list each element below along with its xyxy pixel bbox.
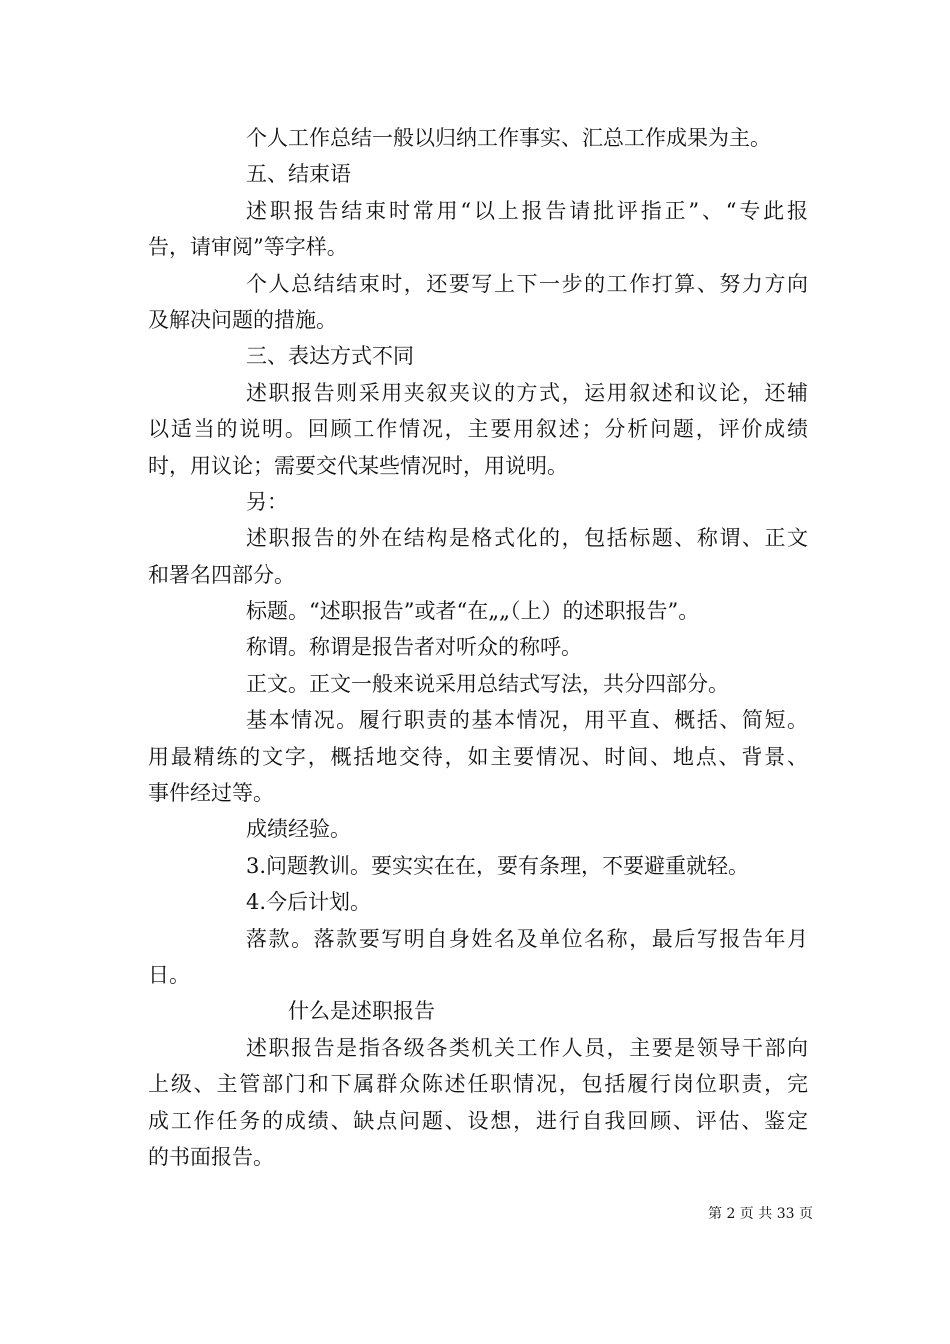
text-line: 五、结束语: [246, 162, 351, 187]
text-line: 述职报告结束时常用“以上报告请批评指正”、“专此报: [246, 198, 808, 223]
text-line: 正文。正文一般来说采用总结式写法，共分四部分。: [246, 671, 729, 696]
text-line: 述职报告的外在结构是格式化的，包括标题、称谓、正文: [246, 526, 808, 551]
text-line: 三、表达方式不同: [246, 344, 414, 369]
text-line: 4.今后计划。: [246, 890, 372, 915]
text-line: 另：: [246, 489, 288, 514]
text-line: 成绩经验。: [246, 817, 351, 842]
text-line: 成工作任务的成绩、缺点问题、设想，进行自我回顾、评估、鉴定: [148, 1108, 808, 1133]
text-line: 用最精练的文字，概括地交待，如主要情况、时间、地点、背景、: [148, 744, 808, 769]
text-line: 述职报告则采用夹叙夹议的方式，运用叙述和议论，还辅: [246, 380, 808, 405]
text-line: 及解决问题的措施。: [148, 307, 337, 332]
text-line: 的书面报告。: [148, 1144, 274, 1169]
text-line: 述职报告是指各级各类机关工作人员，主要是领导干部向: [246, 1035, 808, 1060]
text-line: 个人总结结束时，还要写上下一步的工作打算、努力方向: [246, 271, 808, 296]
text-line: 事件经过等。: [148, 781, 274, 806]
text-line: 基本情况。履行职责的基本情况，用平直、概括、简短。: [246, 708, 808, 733]
page-number: 第 2 页 共 33 页: [708, 1206, 813, 1222]
text-line: 称谓。称谓是报告者对听众的称呼。: [246, 635, 582, 660]
text-line: 日。: [148, 962, 190, 987]
text-line: 时，用议论；需要交代某些情况时，用说明。: [148, 453, 568, 478]
text-line: 上级、主管部门和下属群众陈述任职情况，包括履行岗位职责，完: [148, 1072, 808, 1097]
text-line: 落款。落款要写明自身姓名及单位名称，最后写报告年月: [246, 926, 808, 951]
text-line: 以适当的说明。回顾工作情况，主要用叙述；分析问题，评价成绩: [148, 417, 808, 442]
body-text: [148, 120, 808, 1175]
text-line: 告，请审阅”等字样。: [148, 235, 348, 260]
text-line: 个人工作总结一般以归纳工作事实、汇总工作成果为主。: [246, 126, 771, 150]
text-line: 3.问题教训。要实实在在，要有条理，不要避重就轻。: [246, 853, 750, 878]
section-heading: 什么是述职报告: [288, 999, 435, 1024]
text-line: 和署名四部分。: [148, 562, 295, 587]
text-line: 标题。“述职报告”或者“在„„（上）的述职报告”。: [246, 599, 700, 624]
